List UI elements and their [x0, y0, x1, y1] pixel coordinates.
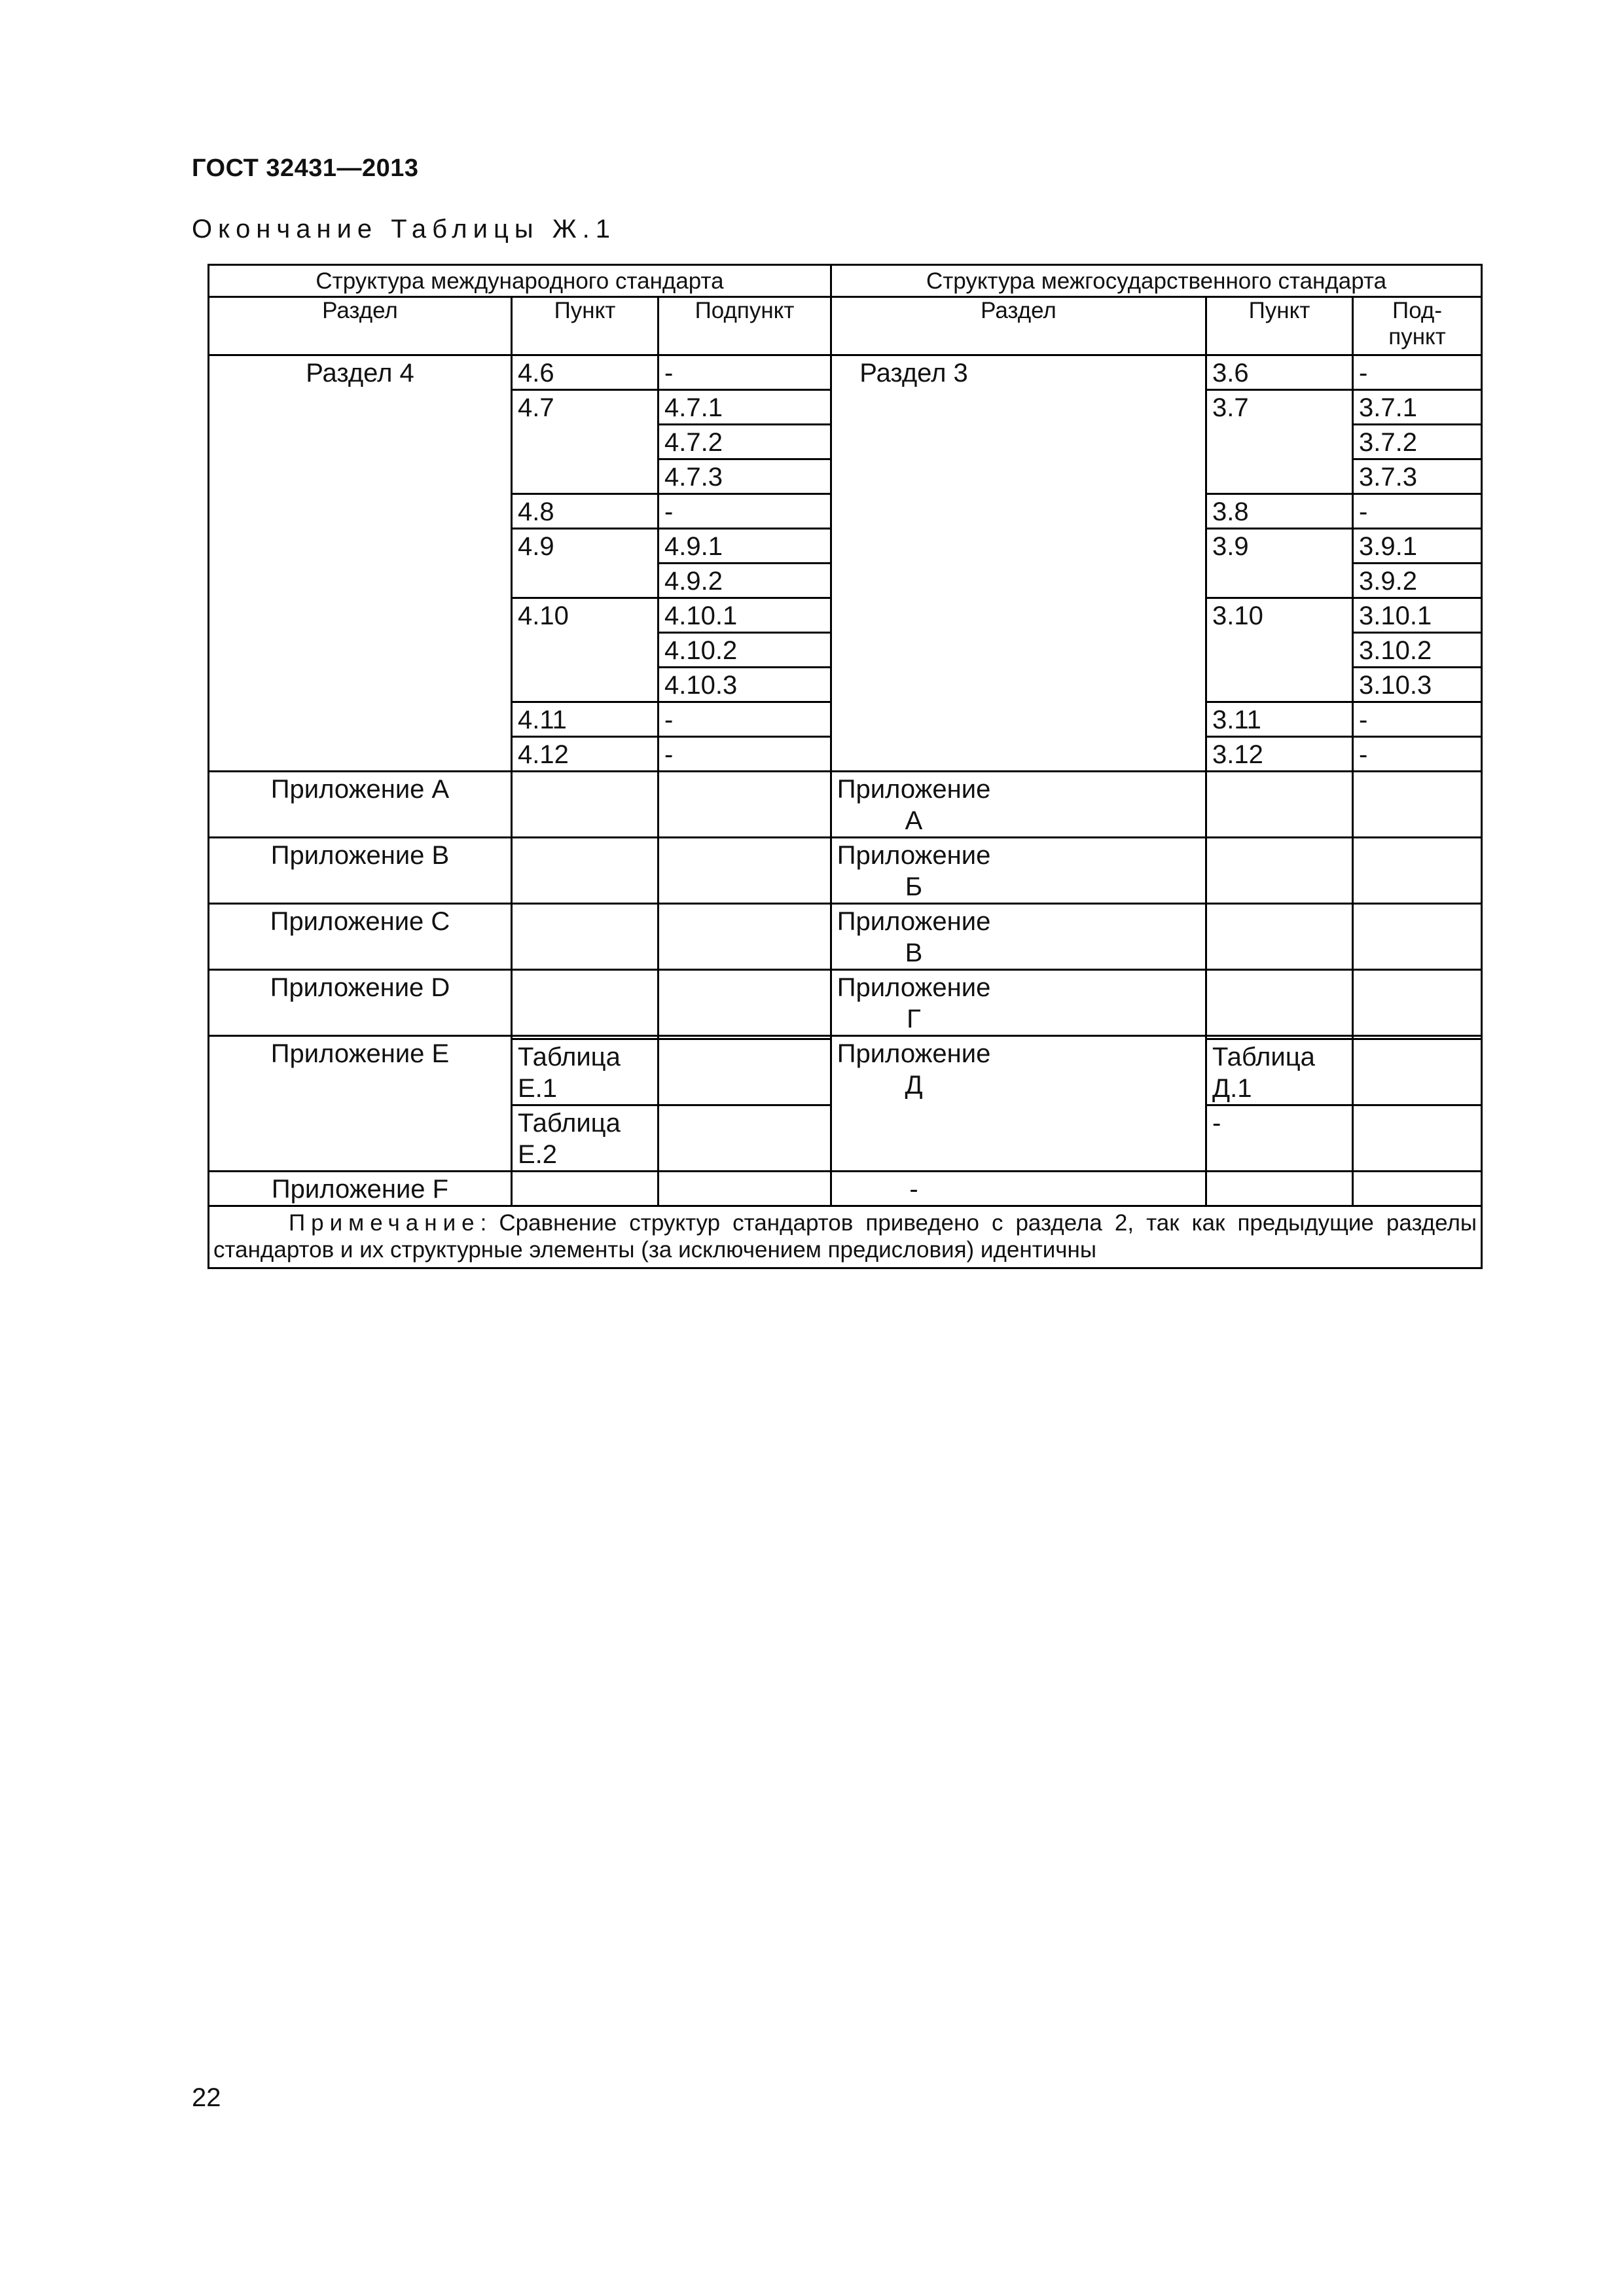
col-header-subclause-intl: Подпункт	[659, 297, 831, 355]
clause-cell: 3.8	[1206, 494, 1353, 529]
table-note-row	[209, 1206, 1482, 1268]
clause-cell: 3.11	[1206, 702, 1353, 737]
subclause-cell: -	[659, 702, 831, 737]
empty-cell	[659, 1172, 831, 1206]
col-header-section-intl: Раздел	[209, 297, 512, 355]
subclause-cell: 4.10.3	[659, 668, 831, 702]
section-right-cell	[831, 355, 1206, 772]
subclause-cell: 3.10.2	[1353, 633, 1482, 668]
appendix-left-cell: Приложение A	[209, 772, 512, 838]
subclause-cell: 4.7.2	[659, 425, 831, 459]
empty-cell	[1353, 1039, 1482, 1105]
table-group-header-row	[209, 265, 1482, 297]
table-row	[209, 772, 1482, 838]
subclause-cell: -	[1353, 737, 1482, 772]
section-left-cell: Раздел 4	[209, 355, 512, 772]
empty-cell	[659, 904, 831, 970]
empty-cell	[512, 838, 659, 904]
appendix-f-right-label: -	[909, 1175, 918, 1204]
clause-cell: 4.6	[512, 355, 659, 390]
subclause-cell: 3.9.1	[1353, 529, 1482, 564]
subclause-cell: -	[1353, 702, 1482, 737]
empty-cell	[512, 970, 659, 1036]
empty-cell	[1206, 838, 1353, 904]
note-label: Примечание	[289, 1210, 480, 1236]
subclause-cell: -	[659, 737, 831, 772]
table-ref-cell: Таблица Е.1	[512, 1039, 659, 1105]
subclause-cell: -	[1353, 494, 1482, 529]
clause-cell: 4.10	[512, 598, 659, 702]
table-column-header-row	[209, 297, 1482, 355]
subclause-cell: -	[659, 494, 831, 529]
note-text: : Сравнение структур стандартов приведено с раздела 2, так как предыдущие разделы стандартов и их структурные элементы (за исключением предисловия) идентичны	[213, 1210, 1477, 1263]
subclause-cell: 4.10.2	[659, 633, 831, 668]
empty-cell	[1353, 1105, 1482, 1172]
table-row	[209, 355, 1482, 390]
table-row	[209, 838, 1482, 904]
appendix-right-cell	[831, 772, 1206, 838]
empty-cell	[1206, 904, 1353, 970]
table-caption: Окончание Таблицы Ж.1	[192, 215, 617, 243]
appendix-left-cell: Приложение C	[209, 904, 512, 970]
empty-cell	[1206, 970, 1353, 1036]
col-header-clause-interstate: Пункт	[1206, 297, 1353, 355]
appendix-f-right-cell	[831, 1172, 1206, 1206]
appendix-right-cell	[831, 904, 1206, 970]
table-note	[209, 1206, 1482, 1268]
subclause-cell: 3.7.3	[1353, 459, 1482, 494]
empty-cell	[1353, 904, 1482, 970]
subclause-cell: 4.9.1	[659, 529, 831, 564]
empty-cell	[1353, 838, 1482, 904]
subclause-cell: -	[1353, 355, 1482, 390]
structure-comparison-table	[208, 264, 1483, 1269]
appendix-left-cell: Приложение B	[209, 838, 512, 904]
table-ref-cell: Таблица Е.2	[512, 1105, 659, 1172]
clause-cell: 3.6	[1206, 355, 1353, 390]
subclause-cell: 3.10.1	[1353, 598, 1482, 633]
appendix-e-right-label: Приложение Д	[837, 1039, 991, 1100]
subclause-cell: 3.7.2	[1353, 425, 1482, 459]
subclause-cell: 4.7.1	[659, 390, 831, 425]
empty-cell	[659, 1105, 831, 1172]
subclause-cell: 4.7.3	[659, 459, 831, 494]
appendix-right-label: Приложение В	[837, 907, 991, 967]
empty-cell	[512, 772, 659, 838]
subclause-cell: 3.9.2	[1353, 564, 1482, 598]
empty-cell	[512, 904, 659, 970]
col-header-subclause-interstate: Под- пункт	[1353, 297, 1482, 355]
appendix-right-cell	[831, 970, 1206, 1036]
clause-cell: 3.12	[1206, 737, 1353, 772]
clause-cell: 3.7	[1206, 390, 1353, 494]
empty-cell	[659, 772, 831, 838]
subclause-cell: 3.7.1	[1353, 390, 1482, 425]
clause-cell: 4.7	[512, 390, 659, 494]
group-header-international: Структура международного стандарта	[209, 265, 831, 297]
table-row	[209, 904, 1482, 970]
table-ref-cell: Таблица Д.1	[1206, 1039, 1353, 1105]
clause-cell: 4.8	[512, 494, 659, 529]
group-header-interstate: Структура межгосударственного стандарта	[831, 265, 1482, 297]
empty-cell	[1206, 772, 1353, 838]
empty-cell	[659, 1039, 831, 1105]
appendix-right-label: Приложение Б	[837, 841, 991, 901]
appendix-f-left-cell: Приложение F	[209, 1172, 512, 1206]
empty-cell	[1353, 772, 1482, 838]
subclause-cell: -	[659, 355, 831, 390]
table-ref-cell: -	[1206, 1105, 1353, 1172]
clause-cell: 3.10	[1206, 598, 1353, 702]
table-row	[209, 970, 1482, 1036]
appendix-e-right-cell	[831, 1036, 1206, 1172]
empty-cell	[659, 970, 831, 1036]
empty-cell	[512, 1172, 659, 1206]
clause-cell: 3.9	[1206, 529, 1353, 598]
empty-cell	[659, 838, 831, 904]
empty-cell	[1206, 1172, 1353, 1206]
subclause-cell: 4.9.2	[659, 564, 831, 598]
clause-cell: 4.11	[512, 702, 659, 737]
clause-cell: 4.12	[512, 737, 659, 772]
document-header: ГОСТ 32431—2013	[192, 154, 419, 182]
appendix-left-cell: Приложение D	[209, 970, 512, 1036]
col-header-clause-intl: Пункт	[512, 297, 659, 355]
subclause-cell: 4.10.1	[659, 598, 831, 633]
empty-cell	[1353, 970, 1482, 1036]
subclause-cell: 3.10.3	[1353, 668, 1482, 702]
appendix-right-label: Приложение А	[837, 775, 991, 835]
appendix-right-cell	[831, 838, 1206, 904]
appendix-e-left-cell: Приложение E	[209, 1036, 512, 1172]
col-header-section-interstate: Раздел	[831, 297, 1206, 355]
page-number: 22	[192, 2083, 221, 2112]
section-right-label: Раздел 3	[859, 359, 968, 387]
table-row	[209, 1172, 1482, 1206]
appendix-right-label: Приложение Г	[837, 973, 991, 1033]
empty-cell	[1353, 1172, 1482, 1206]
clause-cell: 4.9	[512, 529, 659, 598]
